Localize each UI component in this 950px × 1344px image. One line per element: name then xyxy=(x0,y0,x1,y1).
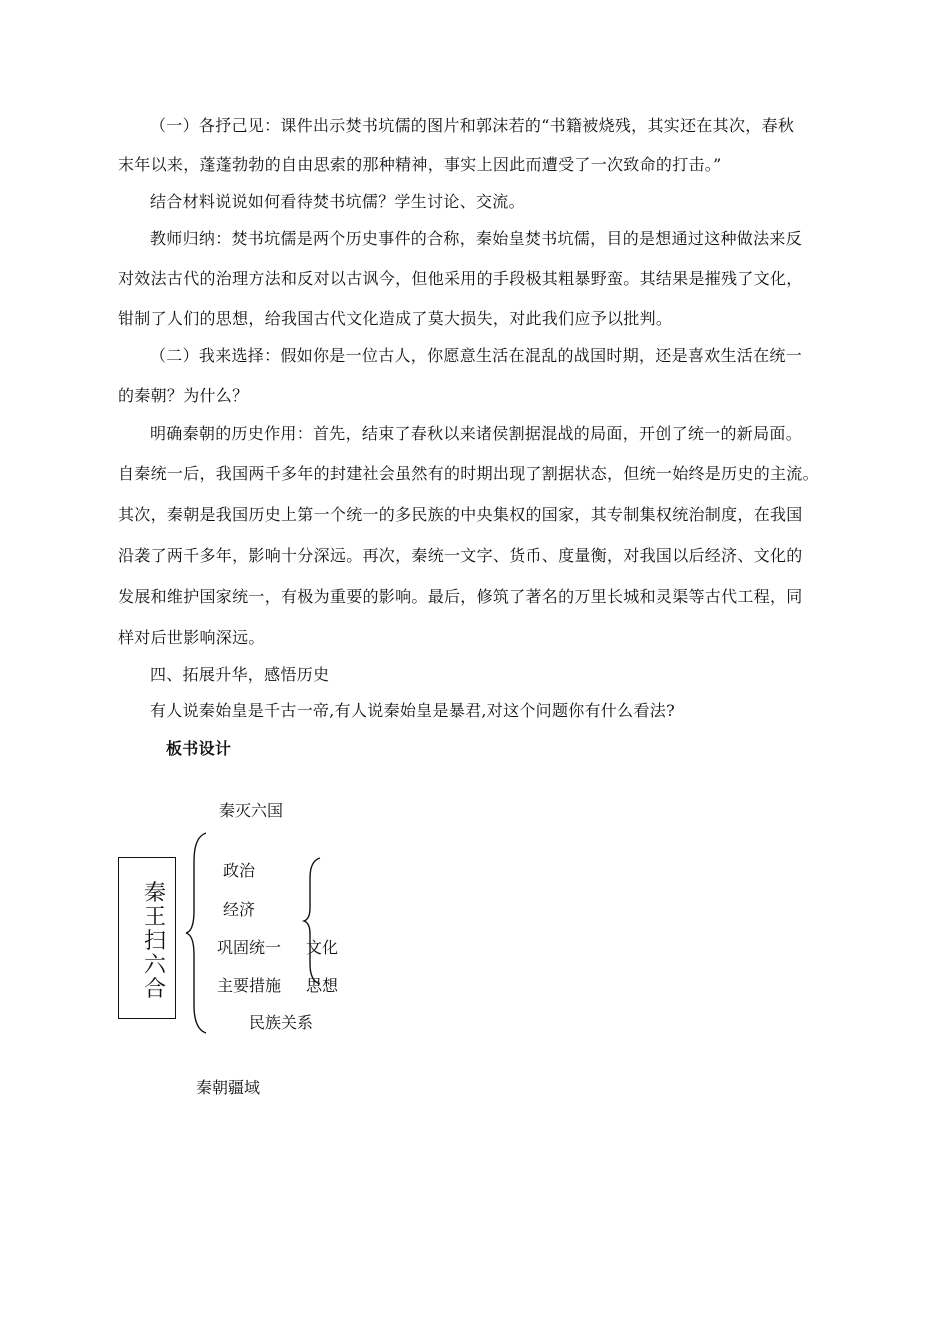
paragraph-6: 有人说秦始皇是千古一帝,有人说秦始皇是暴君,对这个问题你有什么看法? xyxy=(150,701,675,720)
board-culture: 文化 xyxy=(306,938,339,957)
board-politics: 政治 xyxy=(223,861,256,880)
board-main-measures: 主要措施 xyxy=(217,976,282,995)
paragraph-5-line-5: 发展和维护国家统一，有极为重要的影响。最后，修筑了著名的万里长城和灵渠等古代工程，同 xyxy=(118,587,803,606)
board-consolidate-unity: 巩固统一 xyxy=(217,938,282,957)
section-4-heading: 四、拓展升华，感悟历史 xyxy=(150,665,330,684)
board-qin-territory: 秦朝疆域 xyxy=(196,1078,261,1097)
right-brace-icon xyxy=(302,856,324,986)
paragraph-5-line-3: 其次，秦朝是我国历史上第一个统一的多民族的中央集权的国家，其专制集权统治制度，在我国 xyxy=(118,505,803,524)
paragraph-1-line-1: （一）各抒己见：课件出示焚书坑儒的图片和郭沫若的“书籍被烧残，其实还在其次，春秋 xyxy=(150,116,795,135)
paragraph-4-line-1: （二）我来选择：假如你是一位古人，你愿意生活在混乱的战国时期，还是喜欢生活在统一 xyxy=(150,346,803,365)
board-thought: 思想 xyxy=(306,976,339,995)
paragraph-5-line-1: 明确秦朝的历史作用：首先，结束了春秋以来诸侯割据混战的局面，开创了统一的新局面。 xyxy=(150,424,803,443)
paragraph-1-line-2: 末年以来，蓬蓬勃勃的自由思索的那种精神，事实上因此而遭受了一次致命的打击。” xyxy=(118,155,722,174)
board-qin-mie-liu-guo: 秦灭六国 xyxy=(219,801,284,820)
paragraph-5-line-6: 样对后世影响深远。 xyxy=(118,628,265,647)
board-design-title: 板书设计 xyxy=(166,739,232,758)
paragraph-5-line-4: 沿袭了两千多年，影响十分深远。再次，秦统一文字、货币、度量衡，对我国以后经济、文化的 xyxy=(118,546,803,565)
paragraph-4-line-2: 的秦朝？为什么？ xyxy=(118,386,249,405)
paragraph-3-line-1: 教师归纳：焚书坑儒是两个历史事件的合称，秦始皇焚书坑儒，目的是想通过这种做法来反 xyxy=(150,229,803,248)
paragraph-2: 结合材料说说如何看待焚书坑儒？学生讨论、交流。 xyxy=(150,192,525,211)
board-box-text: 秦王扫六合 xyxy=(144,881,167,1002)
paragraph-5-line-2: 自秦统一后，我国两千多年的封建社会虽然有的时期出现了割据状态，但统一始终是历史的主流。 xyxy=(118,464,819,483)
paragraph-3-line-3: 钳制了人们的思想，给我国古代文化造成了莫大损失，对此我们应予以批判。 xyxy=(118,309,673,328)
paragraph-3-line-2: 对效法古代的治理方法和反对以古讽今，但他采用的手段极其粗暴野蛮。其结果是摧残了文化， xyxy=(118,269,803,288)
board-ethnic-relations: 民族关系 xyxy=(249,1013,314,1032)
board-economy: 经济 xyxy=(223,900,256,919)
left-brace-icon xyxy=(184,831,210,1035)
